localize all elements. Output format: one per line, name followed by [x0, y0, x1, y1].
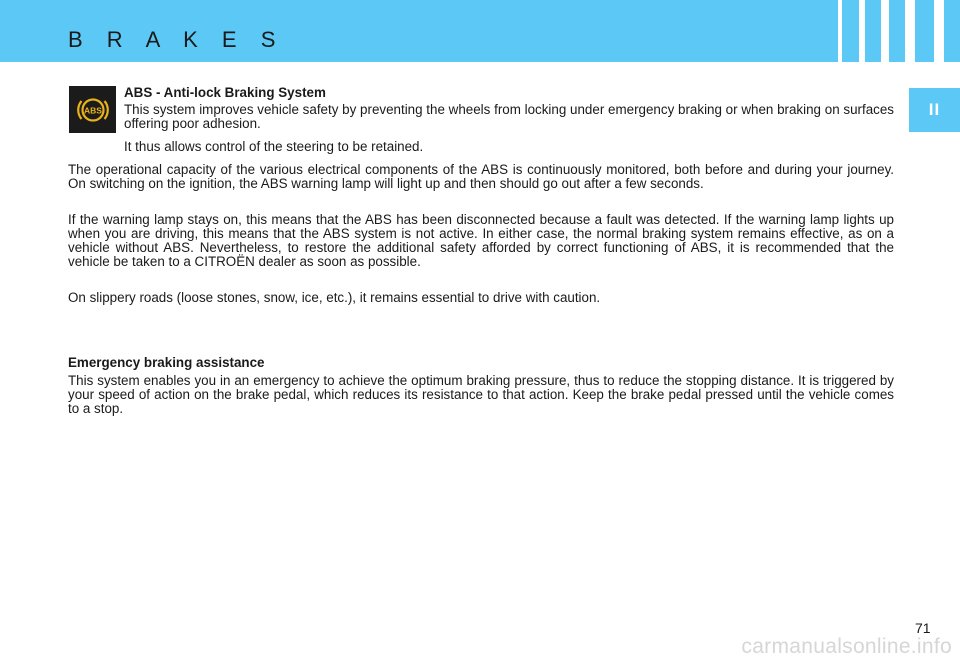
abs-warning-lamp-paragraph: If the warning lamp stays on, this means that the ABS has been disconnected because a fault was detected. If the warning lamp lights up when you are driving, this means that the ABS system is not active. In either case, the normal braking system remains effective, as on a vehicle without ABS. Nevertheless, to restore the additional safety afforded by correct functioning of ABS, it is recommended that the vehicle be taken to a CITROËN dealer as soon as possible.: [68, 212, 894, 269]
page-title: B R A K E S: [68, 27, 285, 52]
abs-steering-text: It thus allows control of the steering to be retained.: [124, 139, 424, 154]
emergency-braking-heading: Emergency braking assistance: [68, 355, 265, 370]
chapter-tab: II: [909, 88, 960, 132]
watermark: carmanualsonline.info: [741, 635, 952, 658]
abs-warning-lamp-icon: [69, 86, 116, 133]
abs-intro-text: This system improves vehicle safety by preventing the wheels from locking under emergency braking or when braking on surfaces offering poor adhesion.: [124, 102, 894, 131]
slippery-roads-paragraph: On slippery roads (loose stones, snow, ice, etc.), it remains essential to drive with caution.: [68, 290, 601, 305]
page-number: 71: [915, 620, 931, 636]
emergency-braking-text: This system enables you in an emergency to achieve the optimum braking pressure, thus to reduce the stopping distance. It is triggered by your speed of action on the brake pedal, which reduces its resistance to that action. Keep the brake pedal pressed until the vehicle comes to a stop.: [68, 373, 894, 416]
page-header: [0, 0, 960, 62]
abs-heading: ABS - Anti-lock Braking System: [124, 85, 326, 100]
abs-monitoring-paragraph: The operational capacity of the various electrical components of the ABS is continuously monitored, both before and during your journey. On switching on the ignition, the ABS warning lamp will light up and then should go out after a few seconds.: [68, 162, 894, 191]
abs-icon-text: ABS: [83, 104, 102, 115]
